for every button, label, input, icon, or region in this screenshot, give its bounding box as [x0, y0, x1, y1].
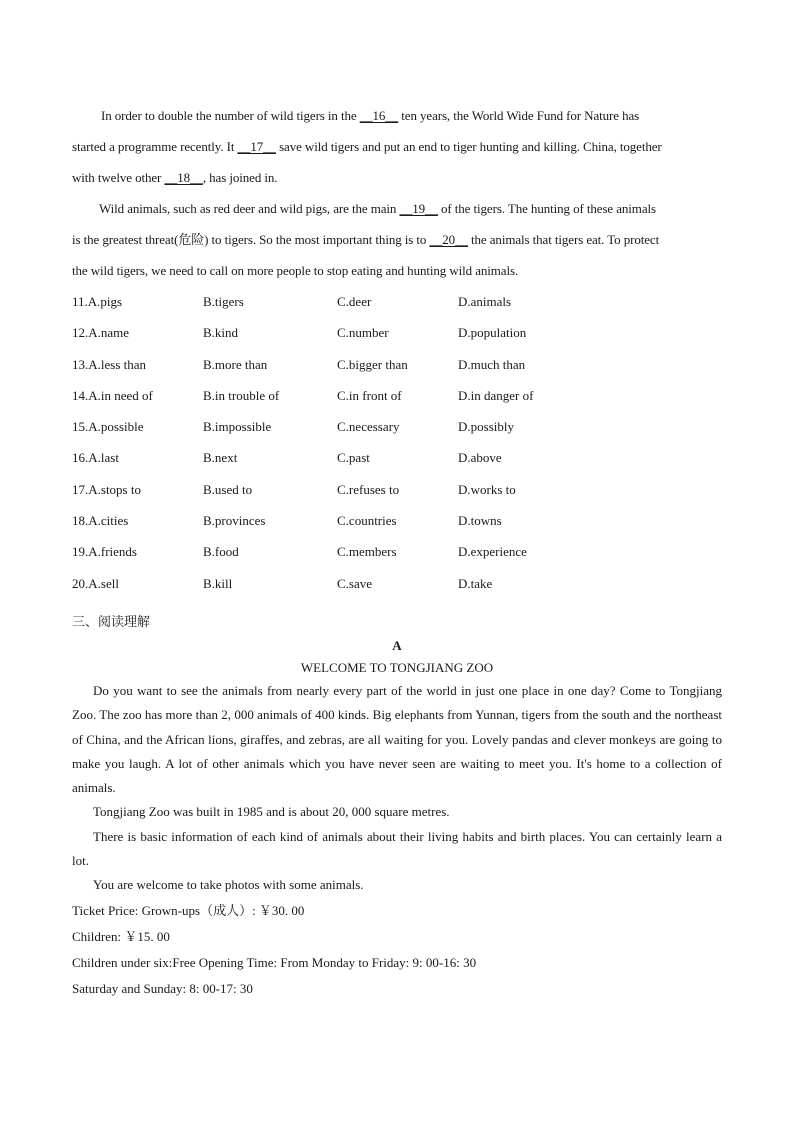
option-b: B.kind — [203, 325, 239, 341]
option-row — [72, 286, 722, 317]
text-segment: is the greatest threat(危险) to tigers. So the most important thing is to — [72, 232, 430, 247]
option-c: C.countries — [337, 513, 397, 529]
passage-title: WELCOME TO TONGJIANG ZOO — [300, 659, 494, 675]
text-segment: started a programme recently. It — [72, 139, 238, 154]
option-c: C.necessary — [337, 419, 400, 435]
option-d: D.animals — [458, 294, 512, 309]
option-b: B.provinces — [203, 513, 266, 529]
passage-paragraph-4: You are welcome to take photos with some animals. — [93, 877, 364, 893]
opening-time-line: Children under six:Free Opening Time: From Monday to Friday: 9: 00-16: 30 — [72, 954, 477, 970]
option-a: 12.A.name — [72, 325, 130, 341]
option-d: D.towns — [458, 513, 502, 529]
text-segment: of the tigers. The hunting of these animals — [437, 201, 656, 216]
option-c: C.save — [337, 575, 373, 591]
option-d: D.much than — [458, 356, 526, 372]
option-d: D.works to — [458, 481, 516, 497]
option-a: 20.A.sell — [72, 575, 119, 591]
passage-paragraph-2: Tongjiang Zoo was built in 1985 and is about 20, 000 square metres. — [93, 804, 450, 820]
blank-16: __16__ — [359, 108, 399, 123]
cloze-paragraph-2-line-1 — [72, 193, 722, 224]
option-row — [72, 380, 722, 411]
option-a: 17.A.stops to — [72, 481, 141, 497]
answer-options — [72, 286, 722, 599]
option-row — [72, 349, 722, 380]
option-b: B.food — [203, 544, 239, 560]
text-segment: , has joined in. — [202, 170, 278, 185]
cloze-paragraph-2-line-3: the wild tigers, we need to call on more people to stop eating and hunting wild animals. — [72, 263, 519, 278]
text-segment: with twelve other — [72, 170, 165, 185]
blank-20: __20__ — [429, 232, 468, 247]
text-segment: Wild animals, such as red deer and wild pigs, are the main — [99, 201, 400, 216]
option-c: C.bigger than — [337, 356, 408, 372]
option-c: C.refuses to — [337, 481, 400, 497]
option-c: C.past — [337, 450, 370, 466]
passage-letter: A — [392, 637, 402, 653]
option-b: B.impossible — [203, 419, 272, 435]
option-d: D.possibly — [458, 419, 514, 435]
cloze-paragraph-1-line-3 — [72, 162, 722, 193]
option-row — [72, 474, 722, 505]
cloze-paragraph-1-line-2 — [72, 131, 722, 162]
option-a: 19.A.friends — [72, 544, 137, 560]
text-segment: ten years, the World Wide Fund for Nature has — [398, 108, 640, 123]
option-row — [72, 536, 722, 567]
option-d: D.in danger of — [458, 387, 534, 403]
passage-paragraph-1: Do you want to see the animals from nearly every part of the world in just one place in one day? Come to Tongjiang Zoo. The zoo has more than 2, 000 animals of 400 kinds. Big elephants from Yunnan, tigers from the south and the northeast of China, and the African lions, giraffes, and zebras, are all waiting for you. Lovely pandas and clever monkeys are going to make you laugh. A lot of other animals which you have never seen are waiting to meet you. It's home to a collection of animals. — [72, 682, 722, 796]
option-row — [72, 568, 722, 599]
option-c: C.deer — [337, 294, 372, 309]
option-c: C.in front of — [337, 387, 402, 403]
section-title: 三、阅读理解 — [72, 614, 151, 630]
option-a: 11.A.pigs — [72, 294, 123, 309]
option-a: 16.A.last — [72, 450, 119, 466]
option-d: D.above — [458, 450, 502, 466]
option-row — [72, 317, 722, 348]
text-segment: the animals that tigers eat. To protect — [467, 232, 660, 247]
option-b: B.used to — [203, 481, 253, 497]
option-b: B.more than — [203, 356, 268, 372]
ticket-price-line: Ticket Price: Grown-ups（成人）: ￥30. 00 — [72, 902, 305, 918]
option-b: B.tigers — [203, 294, 244, 309]
text-segment: In order to double the number of wild tigers in the — [101, 108, 360, 123]
option-b: B.kill — [203, 575, 233, 591]
option-a: 13.A.less than — [72, 356, 147, 372]
option-row — [72, 411, 722, 442]
option-d: D.take — [458, 575, 493, 591]
cloze-paragraph-2-line-2 — [72, 224, 722, 255]
option-c: C.members — [337, 544, 397, 560]
option-a: 18.A.cities — [72, 513, 129, 529]
document-page — [72, 100, 722, 1002]
option-b: B.next — [203, 450, 238, 466]
children-price-line: Children: ￥15. 00 — [72, 928, 170, 944]
cloze-paragraph-1-line-1 — [72, 100, 722, 131]
weekend-time-line: Saturday and Sunday: 8: 00-17: 30 — [72, 980, 253, 996]
option-row — [72, 442, 722, 473]
passage-paragraph-3: There is basic information of each kind of animals about their living habits and birth places. You can certainly learn a lot. — [72, 828, 722, 869]
option-d: D.experience — [458, 544, 527, 560]
blank-18: __18__ — [164, 170, 203, 185]
option-b: B.in trouble of — [203, 387, 280, 403]
blank-17: __17__ — [237, 139, 276, 154]
option-row — [72, 505, 722, 536]
option-d: D.population — [458, 325, 527, 341]
text-segment: save wild tigers and put an end to tiger hunting and killing. China, together — [275, 139, 662, 154]
option-a: 14.A.in need of — [72, 387, 153, 403]
option-a: 15.A.possible — [72, 419, 144, 435]
option-c: C.number — [337, 325, 389, 341]
blank-19: __19__ — [399, 201, 438, 216]
